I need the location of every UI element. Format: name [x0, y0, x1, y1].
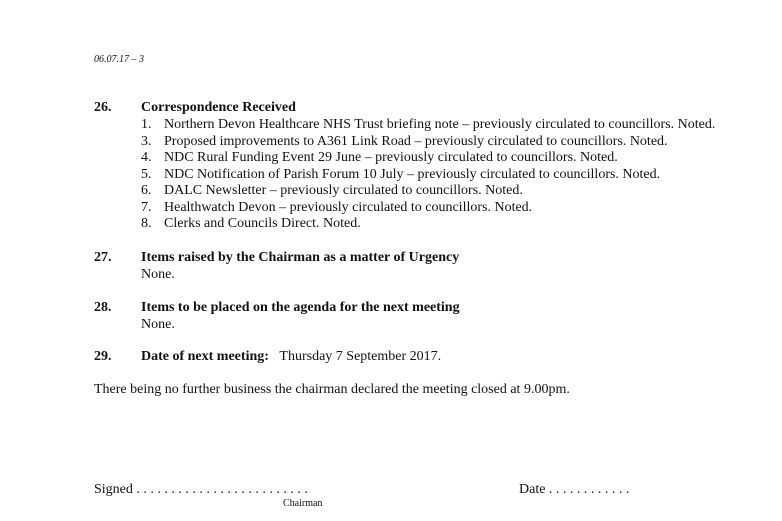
list-item: [141, 216, 715, 233]
signed-line: Signed . . . . . . . . . . . . . . . . . . . . . . . . .: [94, 482, 308, 497]
section-title: Items to be placed on the agenda for the next meeting: [141, 300, 460, 315]
item-text: Healthwatch Devon – previously circulated to councillors. Noted.: [164, 199, 533, 215]
section-title: Date of next meeting:: [141, 349, 269, 364]
section-body: None.: [141, 317, 175, 332]
item-text: NDC Rural Funding Event 29 June – previously circulated to councillors. Noted.: [164, 150, 618, 165]
section-number: 28.: [94, 300, 112, 315]
page-reference: 06.07.17 – 3: [94, 54, 144, 65]
section-title-line: [141, 349, 441, 365]
item-text: NDC Notification of Parish Forum 10 July – previously circulated to councillors. Noted.: [164, 166, 661, 182]
section-body: None.: [141, 267, 175, 282]
section-title: Items raised by the Chairman as a matter of Urgency: [141, 250, 460, 265]
item-text: Northern Devon Healthcare NHS Trust briefing note – previously circulated to councillors. Noted.: [164, 117, 716, 132]
section-number: 27.: [94, 250, 112, 265]
item-number: 5.: [141, 166, 152, 182]
closing-statement: There being no further business the chairman declared the meeting closed at 9.00pm.: [94, 382, 570, 397]
item-number: 7.: [141, 199, 152, 215]
date-line: Date . . . . . . . . . . . .: [519, 482, 630, 497]
list-item: [141, 150, 715, 167]
section-title: Correspondence Received: [141, 100, 296, 115]
section-number: 26.: [94, 100, 112, 115]
correspondence-list: [141, 117, 715, 233]
list-item: [141, 183, 715, 200]
list-item: [141, 117, 715, 134]
item-number: 4.: [141, 150, 152, 165]
chairman-caption: Chairman: [283, 498, 323, 509]
list-item: [141, 200, 715, 217]
list-item: [141, 167, 715, 184]
list-item: [141, 134, 715, 151]
item-text: Proposed improvements to A361 Link Road – previously circulated to councillors. Noted.: [164, 133, 668, 149]
item-number: 3.: [141, 133, 152, 149]
next-meeting-date: Thursday 7 September 2017.: [279, 349, 442, 364]
item-number: 8.: [141, 216, 152, 231]
item-number: 1.: [141, 117, 152, 132]
section-number: 29.: [94, 349, 112, 364]
item-text: DALC Newsletter – previously circulated to councillors. Noted.: [164, 183, 523, 198]
item-number: 6.: [141, 183, 152, 198]
item-text: Clerks and Councils Direct. Noted.: [164, 216, 361, 231]
